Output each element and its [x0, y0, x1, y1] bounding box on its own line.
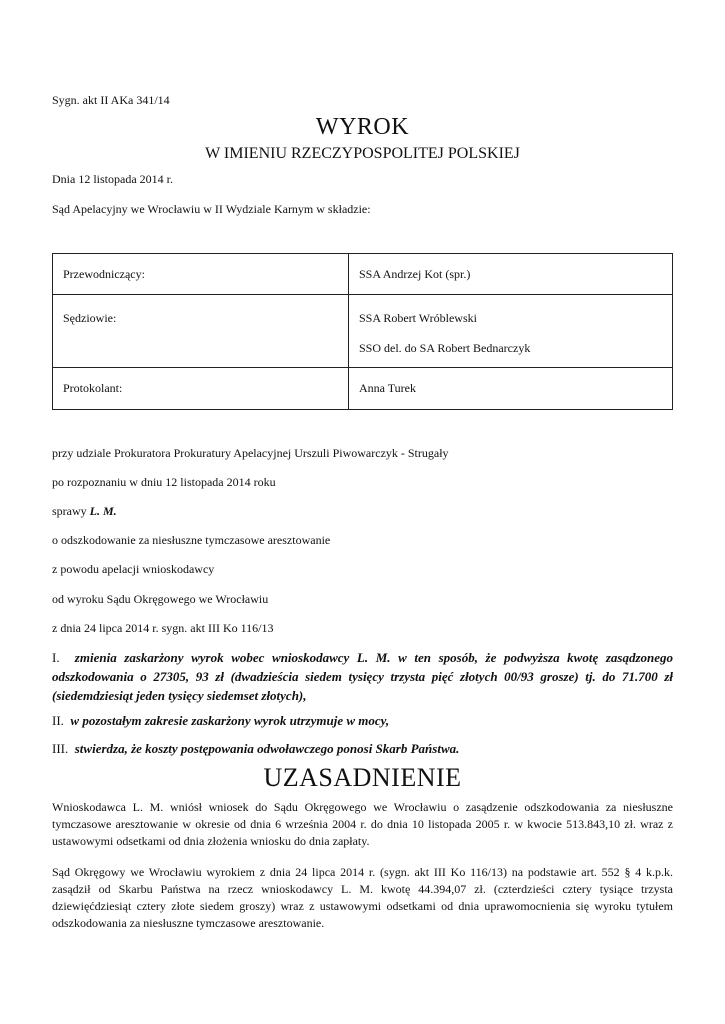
panel-name: Anna Turek — [359, 380, 417, 395]
verdict-text: w pozostałym zakresie zaskarżony wyrok utrzymuje w mocy, — [70, 713, 390, 728]
justification-heading: UZASADNIENIE — [263, 763, 462, 792]
panel-name: SSA Robert Wróblewski — [359, 311, 477, 326]
case-signature: Sygn. akt II AKa 341/14 — [52, 93, 170, 107]
subject-line: o odszkodowanie za niesłuszne tymczasowe aresztowanie — [52, 533, 331, 547]
panel-names — [349, 295, 673, 367]
verdict-text: stwierdza, że koszty postępowania odwoławczego ponosi Skarb Państwa. — [74, 741, 460, 756]
judgment-date: Dnia 12 listopada 2014 r. — [52, 172, 173, 186]
panel-names — [349, 367, 673, 409]
court-composition-intro: Sąd Apelacyjny we Wrocławiu w II Wydziale Karnym w składzie: — [52, 202, 371, 216]
court-panel-table — [52, 253, 673, 410]
verdict-point-3 — [52, 739, 673, 758]
case-party: L. M. — [89, 504, 117, 518]
panel-name: SSO del. do SA Robert Bednarczyk — [359, 341, 531, 356]
hearing-line: po rozpoznaniu w dniu 12 listopada 2014 roku — [52, 475, 276, 489]
panel-role: Przewodniczący: — [53, 254, 349, 295]
document-subtitle: W IMIENIU RZECZYPOSPOLITEJ POLSKIEJ — [205, 145, 520, 162]
verdict-text: zmienia zaskarżony wyrok wobec wnioskodawcy L. M. w ten sposób, że podwyższa kwotę zasądzonego odszkodowania o 27305, 93 zł (dwadzieścia siedem tysięcy trzysta pięć złotych 00/93 grosze) tj. do 71.700 zł (siedemdziesiąt jeden tysięcy siedemset złotych), — [52, 650, 674, 703]
appeal-line: z powodu apelacji wnioskodawcy — [52, 562, 215, 576]
document-title: WYROK — [315, 114, 410, 140]
verdict-number: III. — [52, 741, 69, 756]
panel-row-judges — [53, 295, 673, 367]
judgment-from-line: od wyroku Sądu Okręgowego we Wrocławiu — [52, 592, 269, 606]
verdict-number: II. — [52, 713, 64, 728]
panel-names — [349, 254, 673, 295]
panel-row-clerk — [53, 367, 673, 409]
panel-role: Protokolant: — [53, 367, 349, 409]
verdict-point-2 — [52, 711, 673, 730]
verdict-point-1 — [52, 648, 673, 705]
panel-row-presiding — [53, 254, 673, 295]
verdict-number: I. — [52, 650, 60, 665]
panel-name: SSA Andrzej Kot (spr.) — [359, 267, 471, 281]
case-line — [52, 504, 117, 519]
panel-role: Sędziowie: — [53, 295, 349, 367]
judgment-date-line: z dnia 24 lipca 2014 r. sygn. akt III Ko 116/13 — [52, 621, 274, 635]
justification-paragraph: Wnioskodawca L. M. wniósł wniosek do Sądu Okręgowego we Wrocławiu o zasądzenie odszkodowania za niesłuszne tymczasowe aresztowanie w okresie od dnia 6 września 2004 r. do dnia 10 listopada 2005 r. w kwocie 513.843,10 zł. wraz z ustawowymi odsetkami od dnia złożenia wniosku do dnia zapłaty. — [52, 800, 673, 848]
case-prefix: sprawy — [52, 504, 90, 518]
justification-paragraph: Sąd Okręgowy we Wrocławiu wyrokiem z dnia 24 lipca 2014 r. (sygn. akt III Ko 116/13) na podstawie art. 552 § 4 k.p.k. zasądził od Skarbu Państwa na rzecz wnioskodawcy L. M. kwotę 44.394,07 zł. (czterdzieści cztery tysiące trzysta dziewięćdziesiąt cztery złote siedem groszy) wraz z ustawowymi odsetkami od dnia uprawomocnienia się wyroku tytułem odszkodowania za niesłuszne tymczasowe aresztowanie. — [52, 865, 673, 930]
prosecutor-line: przy udziale Prokuratora Prokuratury Apelacyjnej Urszuli Piwowarczyk - Strugały — [52, 446, 449, 460]
